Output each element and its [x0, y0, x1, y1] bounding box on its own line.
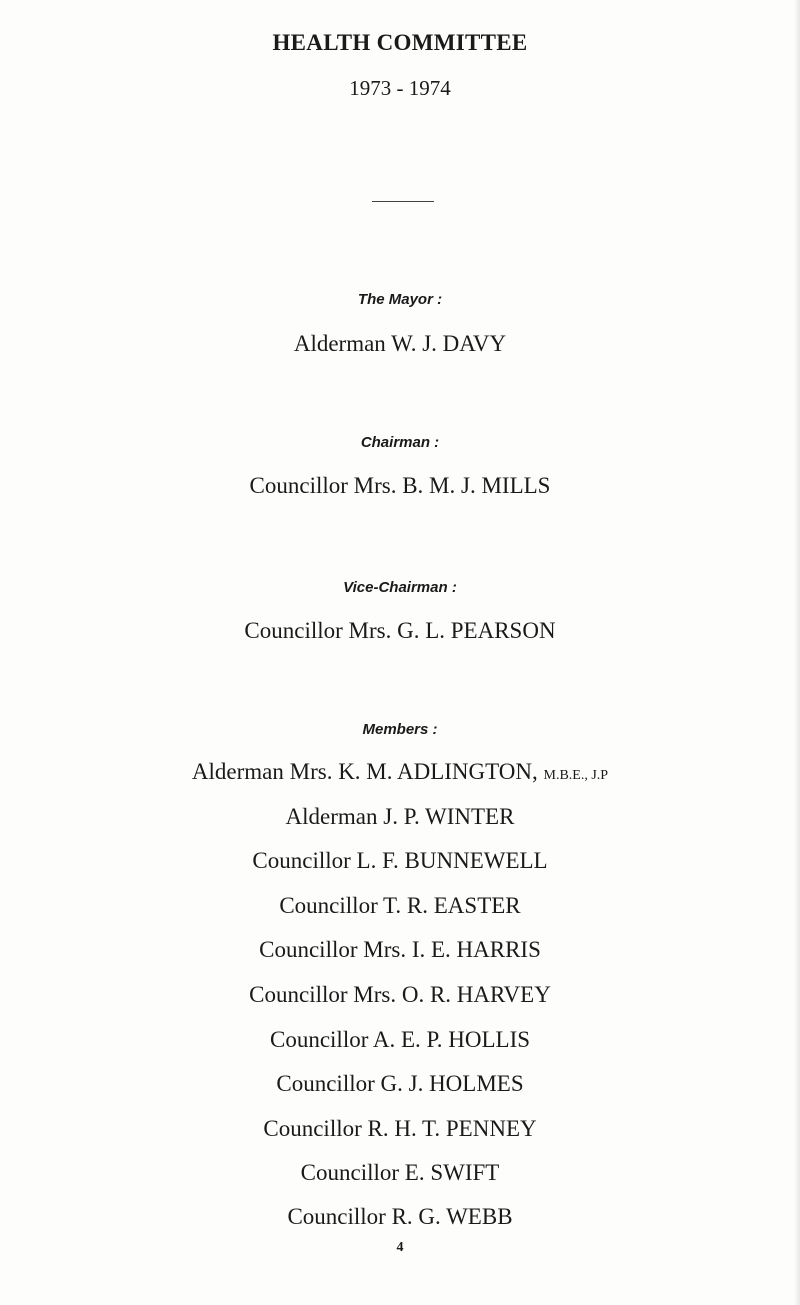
page-number: 4: [396, 1240, 404, 1255]
mayor-role-label: The Mayor :: [357, 291, 443, 308]
member-name: Councillor Mrs. O. R. HARVEY: [249, 982, 551, 1007]
member-name: Councillor E. SWIFT: [300, 1160, 500, 1185]
member-name-text: Alderman Mrs. K. M. ADLINGTON,: [191, 759, 538, 784]
page-edge-shadow: [794, 0, 800, 1305]
chairman-role-label: Chairman :: [360, 434, 440, 451]
member-name: Councillor R. H. T. PENNEY: [263, 1116, 537, 1141]
member-name: Councillor T. R. EASTER: [279, 893, 521, 918]
member-name: Councillor A. E. P. HOLLIS: [269, 1027, 531, 1052]
member-name: Councillor G. J. HOLMES: [276, 1071, 524, 1096]
member-name: Councillor R. G. WEBB: [287, 1204, 513, 1229]
member-name: Councillor L. F. BUNNEWELL: [252, 848, 548, 873]
divider-rule: [372, 201, 434, 202]
member-honours: M.B.E., J.P: [543, 768, 609, 783]
members-role-label: Members :: [362, 721, 438, 738]
member-name: [0, 759, 800, 785]
document-title: HEALTH COMMITTEE: [272, 30, 528, 55]
vice-chairman-name: Councillor Mrs. G. L. PEARSON: [244, 618, 556, 643]
committee-years: 1973 - 1974: [349, 76, 451, 100]
mayor-name: Alderman W. J. DAVY: [293, 331, 507, 356]
chairman-name: Councillor Mrs. B. M. J. MILLS: [249, 473, 551, 498]
member-name: Councillor Mrs. I. E. HARRIS: [259, 937, 541, 962]
vice-chairman-role-label: Vice-Chairman :: [343, 579, 457, 596]
member-name: Alderman J. P. WINTER: [285, 804, 515, 829]
